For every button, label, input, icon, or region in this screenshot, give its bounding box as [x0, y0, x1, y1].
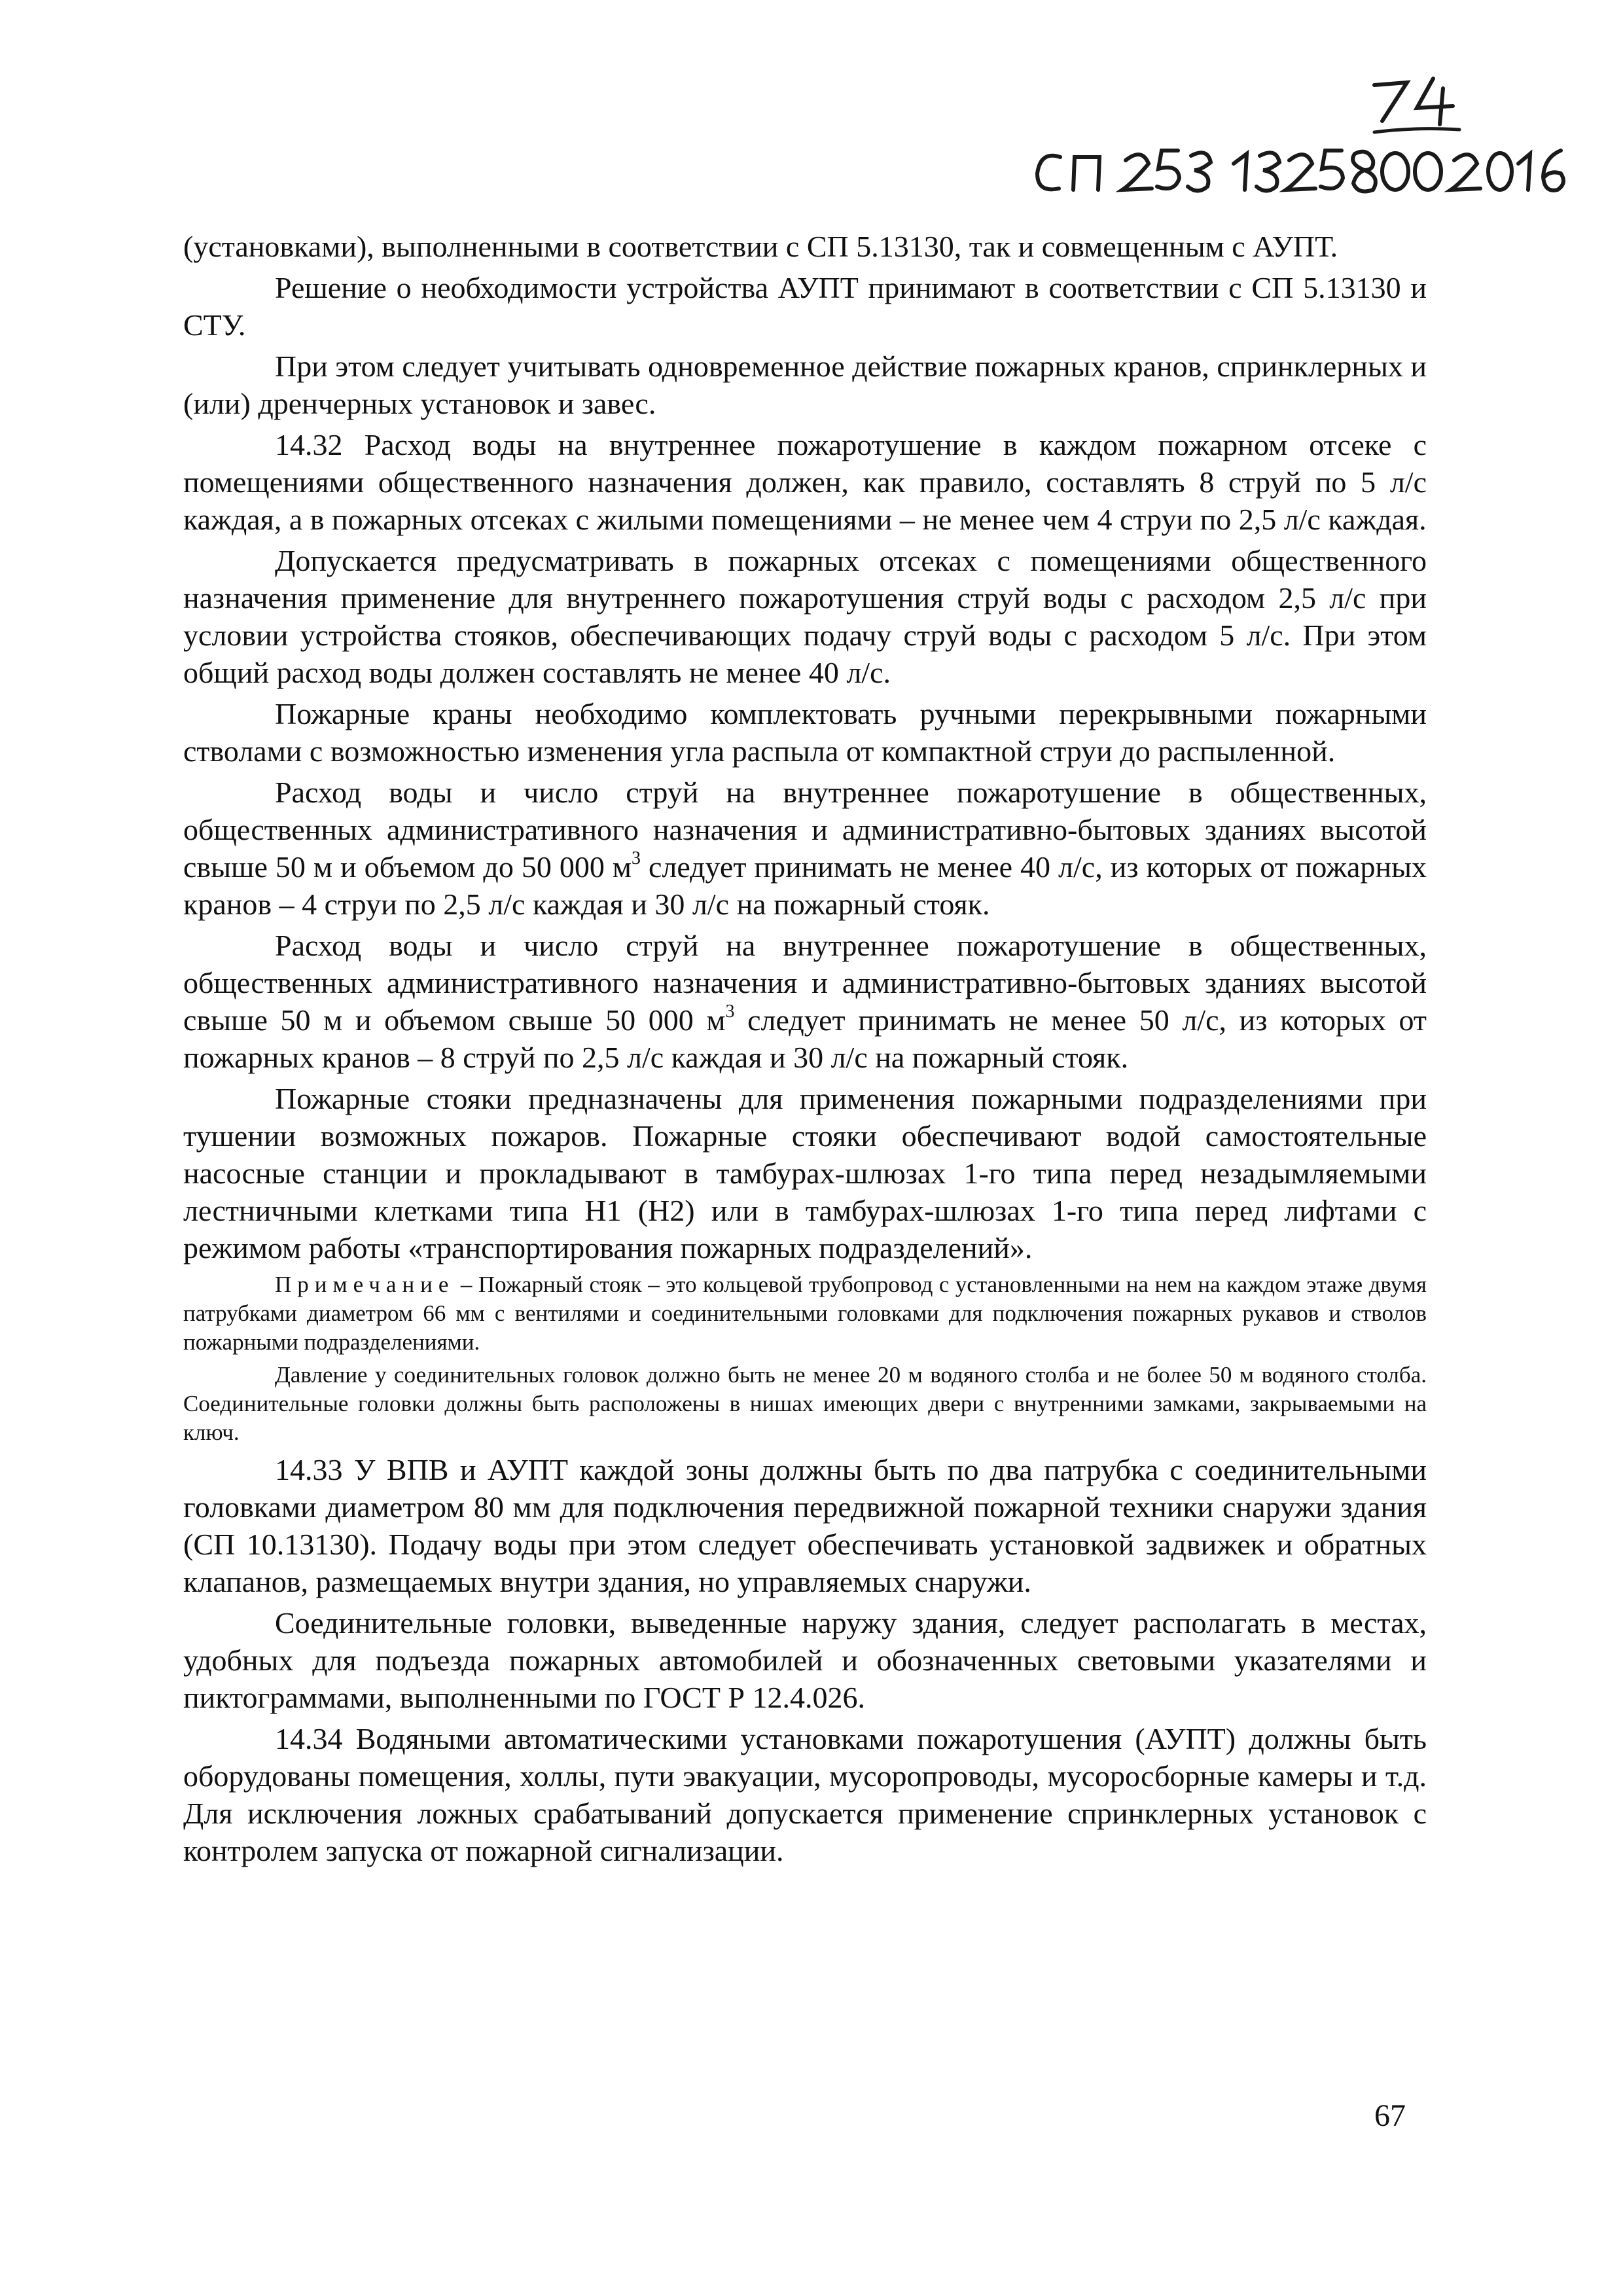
- superscript-3: 3: [631, 848, 641, 869]
- paragraph-8: [183, 927, 1427, 1076]
- note-label: Примечание: [275, 1272, 455, 1297]
- document-body: [183, 228, 1427, 1873]
- paragraph-7-part-b: следует принимать не менее 40 л/с, из которых от пожарных кранов – 4 струи по 2,5 л/с каждая и 30 л/с на пожарный стояк.: [183, 850, 1427, 921]
- paragraph-2: Решение о необходимости устройства АУПТ принимают в соответствии с СП 5.13130 и СТУ.: [183, 271, 1427, 342]
- paragraph-11: Соединительные головки, выведенные наружу здания, следует располагать в местах, удобных для подъезда пожарных автомобилей и обозначенных световыми указателями и пиктограммами, выполненными по ГОСТ Р 12.4.026.: [183, 1606, 1427, 1714]
- handwritten-stamp: [982, 59, 1584, 216]
- paragraph-3: При этом следует учитывать одновременное действие пожарных кранов, спринклерных и (или) дренчерных установок и завес.: [183, 350, 1427, 420]
- handwritten-signature-graphic: [982, 59, 1584, 216]
- note-1: [183, 1270, 1427, 1357]
- paragraph-6: Пожарные краны необходимо комплектовать ручными перекрывными пожарными стволами с возможностью изменения угла распыла от компактной струи до распыленной.: [183, 697, 1427, 768]
- paragraph-9: Пожарные стояки предназначены для применения пожарными подразделениями при тушении возможных пожаров. Пожарные стояки обеспечивают водой самостоятельные насосные станции и прокладывают в тамбурах-шлюзах 1-го типа перед незадымляемыми лестничными клетками типа Н1 (Н2) или в тамбурах-шлюзах 1-го типа перед лифтами с режимом работы «транспортирования пожарных подразделений».: [183, 1082, 1427, 1265]
- note-1-text: – Пожарный стояк – это кольцевой трубопровод с установленными на нем на каждом этаже двумя патрубками диаметром 66 мм с вентилями и соединительными головками для подключения пожарных рукавов и стволов пожарными подразделениями.: [183, 1272, 1427, 1355]
- superscript-3: 3: [725, 1001, 735, 1022]
- paragraph-8-part-b: следует принимать не менее 50 л/с, из которых от пожарных кранов – 8 струй по 2,5 л/с каждая и 30 л/с на пожарный стояк.: [183, 1003, 1427, 1074]
- page-number: 67: [1374, 2098, 1406, 2133]
- note-2: Давление у соединительных головок должно быть не менее 20 м водяного столба и не более 50 м водяного столба. Соединительные головки должны быть расположены в нишах имеющих двери с внутренними замками, закрываемыми на ключ.: [183, 1362, 1427, 1445]
- paragraph-7-part-a: Расход воды и число струй на внутреннее пожаротушение в общественных, общественных административного назначения и административно-бытовых зданиях высотой свыше 50 м и объемом до 50 000 м: [183, 776, 1427, 884]
- clause-14-34: 14.34 Водяными автоматическими установками пожаротушения (АУПТ) должны быть оборудованы помещения, холлы, пути эвакуации, мусоропроводы, мусоросборные камеры и т.д. Для исключения ложных срабатываний допускается применение спринклерных установок с контролем запуска от пожарной сигнализации.: [183, 1722, 1427, 1867]
- clause-14-33: 14.33 У ВПВ и АУПТ каждой зоны должны быть по два патрубка с соединительными головками диаметром 80 мм для подключения передвижной пожарной техники снаружи здания (СП 10.13130). Подачу воды при этом следует обеспечивать установкой задвижек и обратных клапанов, размещаемых внутри здания, но управляемых снаружи.: [183, 1453, 1427, 1598]
- paragraph-5: Допускается предусматривать в пожарных отсеках с помещениями общественного назначения применение для внутреннего пожаротушения струй воды с расходом 2,5 л/с при условии устройства стояков, обеспечивающих подачу струй воды с расходом 5 л/с. При этом общий расход воды должен составлять не менее 40 л/с.: [183, 544, 1427, 689]
- paragraph-1: (установками), выполненными в соответствии с СП 5.13130, так и совмещенным с АУПТ.: [183, 230, 1338, 263]
- clause-14-32: 14.32 Расход воды на внутреннее пожаротушение в каждом пожарном отсеке с помещениями общественного назначения должен, как правило, составлять 8 струй по 5 л/с каждая, а в пожарных отсеках с жилыми помещениями – не менее чем 4 струи по 2,5 л/с каждая.: [183, 428, 1427, 536]
- paragraph-7: [183, 774, 1427, 923]
- paragraph-8-part-a: Расход воды и число струй на внутреннее пожаротушение в общественных, общественных административного назначения и административно-бытовых зданиях высотой свыше 50 м и объемом свыше 50 000 м: [183, 929, 1427, 1037]
